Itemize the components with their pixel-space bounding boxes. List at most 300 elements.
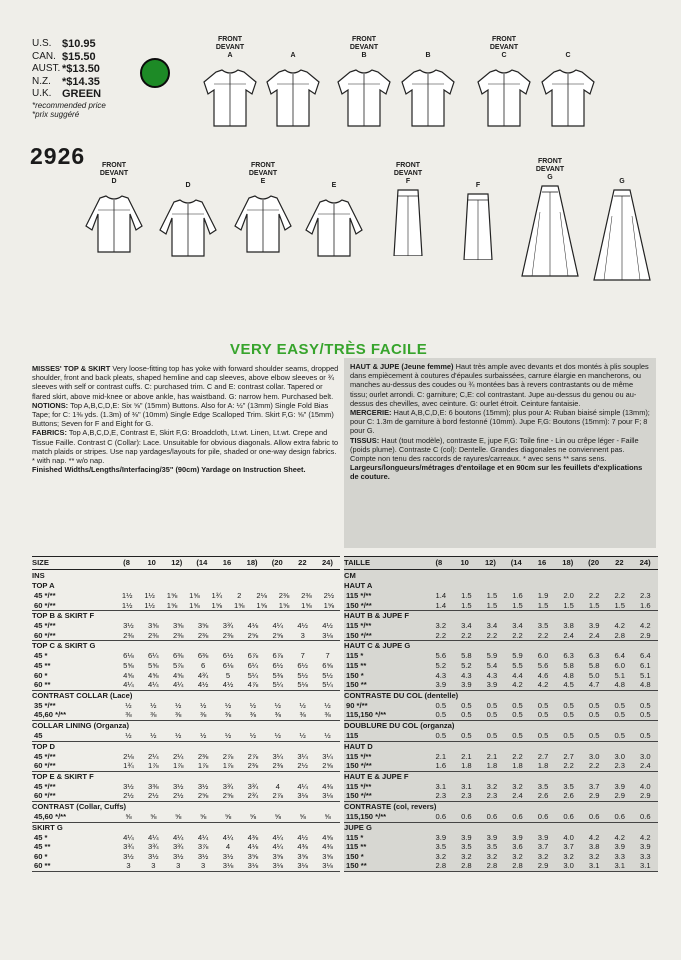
row-value: 0.5	[614, 730, 625, 740]
table-row	[32, 861, 340, 871]
row-value: 1.5	[588, 600, 600, 610]
table-row	[32, 842, 340, 852]
row-value: ½	[175, 730, 182, 740]
row-value: 4¼	[172, 832, 184, 842]
table-row	[344, 852, 658, 862]
table-section	[32, 641, 340, 690]
row-value: 3⅝	[197, 621, 209, 631]
row-value: 6½	[222, 651, 234, 661]
price-country: N.Z.	[32, 75, 51, 87]
row-value: 6.4	[640, 651, 651, 661]
row-value: 3.2	[435, 851, 447, 861]
table-row	[344, 731, 658, 741]
table-row	[32, 782, 340, 792]
row-value: 4.8	[563, 670, 574, 680]
row-value: 3¾	[247, 781, 259, 791]
finished-text-fr: Largeurs/longueurs/métrages d'entoilage et en 90cm sur les feuillets d'explications de couture.	[350, 463, 643, 482]
row-value: 0.5	[512, 710, 523, 720]
french-description	[344, 358, 656, 548]
row-value: 2.2	[435, 630, 447, 640]
section-title: TOP E & SKIRT F	[32, 771, 94, 781]
size-col: 10	[147, 558, 156, 567]
row-value: 3.9	[435, 680, 447, 690]
row-value: 3¾	[172, 842, 184, 852]
row-label: 115,150 */**	[346, 811, 387, 821]
section-title: TOP C & SKIRT G	[32, 641, 96, 651]
row-value: 3⅜	[148, 781, 159, 791]
row-value: 5.9	[486, 651, 498, 661]
row-value: 4.5	[563, 680, 574, 690]
row-value: 1.5	[486, 600, 498, 610]
row-value: ⅝	[150, 811, 157, 821]
table-row	[344, 591, 658, 601]
row-value: 0.5	[512, 700, 523, 710]
size-col: 16	[222, 558, 232, 567]
row-label: 45,60 */**	[34, 811, 67, 821]
row-value: 3½	[172, 851, 184, 861]
table-row	[32, 671, 340, 681]
row-value: 1.5	[563, 600, 574, 610]
row-value: 1⅝	[189, 591, 200, 600]
row-value: 2.2	[512, 751, 523, 761]
table-row	[344, 833, 658, 843]
price-row	[32, 51, 106, 64]
row-value: 6⅛	[123, 651, 134, 661]
row-value: 3.0	[640, 751, 651, 761]
row-value: 3.9	[640, 842, 651, 852]
row-value: 0.5	[588, 700, 600, 710]
row-value: 1½	[144, 591, 155, 600]
row-value: 6⅞	[247, 651, 259, 661]
row-value: 5⅞	[172, 660, 184, 670]
notions-text-fr: Haut A,B,C,D,E: 6 boutons (15mm); plus pour A: Ruban biaisé simple (13mm); pour C: 1.3m de garniture à bord festonné (10mm). Jupe F,G: Boutons (15mm): 7 pour F; 8 pour G.	[350, 408, 650, 436]
row-value: 3.2	[512, 781, 523, 791]
row-value: 1.9	[537, 591, 549, 600]
row-value: 2.8	[435, 861, 447, 871]
row-value: ⅝	[249, 811, 257, 821]
row-value: 1⅞	[197, 761, 209, 771]
figure-label: FRONT	[250, 162, 276, 169]
row-value: 2¼	[148, 751, 159, 761]
table-row	[344, 791, 658, 801]
row-value: 3½	[222, 851, 234, 861]
top-sketch-icon	[263, 60, 323, 130]
price-country: AUST.	[32, 63, 61, 74]
row-value: 3.3	[640, 851, 651, 861]
row-value: 2⅜	[278, 591, 290, 600]
row-value: 5.6	[537, 660, 549, 670]
row-value: 3⅝	[322, 851, 333, 861]
row-value: 2½	[123, 791, 134, 801]
table-section	[344, 772, 658, 802]
row-label: 45,60 */**	[34, 710, 67, 720]
row-value: 5.8	[563, 660, 574, 670]
row-label: 150 */**	[346, 600, 372, 610]
row-value: 4¼	[123, 680, 134, 690]
row-value: 6½	[272, 660, 284, 670]
row-value: 0.6	[614, 811, 625, 821]
top-sketch-icon	[398, 60, 458, 130]
section-title: TOP B & SKIRT F	[32, 611, 95, 621]
row-value: 4½	[297, 621, 308, 631]
row-label: 150 **	[346, 861, 367, 871]
row-value: 0.5	[588, 730, 600, 740]
row-value: 4¼	[272, 621, 284, 631]
table-row	[32, 661, 340, 671]
row-value: 0.5	[461, 710, 472, 720]
row-value: 2.6	[537, 791, 549, 801]
row-value: 2⅞	[272, 791, 284, 801]
row-value: ⅝	[274, 811, 281, 821]
row-value: 0.5	[537, 700, 549, 710]
row-value: ⅝	[199, 811, 207, 821]
row-value: 2⅛	[123, 751, 134, 761]
row-value: 4⅝	[322, 832, 333, 842]
table-row	[344, 782, 658, 792]
row-value: 0.6	[563, 811, 574, 821]
row-value: 3½	[123, 621, 134, 631]
top-sketch-icon	[200, 60, 260, 130]
row-label: 60 *	[34, 670, 48, 680]
row-value: 2.9	[614, 791, 625, 801]
row-value: 0.5	[537, 730, 549, 740]
row-value: 5.6	[435, 651, 447, 661]
row-value: 3.9	[486, 680, 498, 690]
row-value: 5⅜	[272, 670, 284, 680]
row-value: 3⅞	[197, 842, 209, 852]
row-value: 3.1	[588, 861, 600, 871]
figure-label: D	[111, 178, 117, 185]
row-value: 3⅝	[148, 621, 159, 631]
row-value: 3.5	[461, 842, 472, 852]
notions-text: Top A,B,C,D,E: Six ⅝" (15mm) Buttons. Also for A: ½" (13mm) Single Fold Bias Tape; for C: 1⅜ yds. (1.3m) of ⅜" (10mm) Single Edge Scalloped Trim. Skirt F,G: ⅝" (15mm) Buttons; Seven for F and Eight for G.	[32, 400, 334, 429]
row-value: 4.2	[614, 832, 625, 842]
section-title: HAUT C & JUPE G	[344, 641, 411, 651]
row-value: 3⅝	[297, 851, 308, 861]
row-label: 45 *	[34, 651, 48, 661]
row-value: 4⅜	[322, 842, 333, 852]
row-value: ⅜	[125, 710, 132, 720]
price-row	[32, 76, 106, 89]
row-value: 2.9	[588, 791, 600, 801]
figure-2	[334, 36, 394, 130]
row-label: 60 */**	[34, 600, 56, 610]
row-label: 115	[346, 730, 359, 740]
table-row	[32, 680, 340, 690]
figure-label: F	[475, 182, 481, 189]
row-value: 3.2	[512, 851, 523, 861]
row-value: 2.2	[563, 761, 574, 771]
row-label: 150 */**	[346, 791, 372, 801]
row-value: 4¼	[272, 842, 284, 852]
table-row	[344, 812, 658, 822]
row-value: 0.5	[614, 700, 625, 710]
row-value: 0.5	[435, 710, 447, 720]
table-section	[32, 721, 340, 742]
price-row	[32, 38, 106, 51]
figure-label: C	[501, 52, 507, 59]
row-value: ⅜	[274, 710, 281, 720]
row-value: 2⅝	[197, 791, 209, 801]
price-note: *prix suggéré	[32, 109, 80, 119]
row-value: 3⅛	[272, 861, 284, 871]
row-value: 2.2	[461, 630, 472, 640]
figure-label: FRONT	[491, 36, 517, 43]
row-value: 2	[237, 591, 242, 600]
row-value: 3.2	[435, 621, 447, 631]
row-label: 60 **	[34, 861, 51, 871]
table-row	[32, 791, 340, 801]
size-col: 18)	[246, 558, 258, 567]
row-value: 4¼	[297, 781, 308, 791]
figure-label: DEVANT	[349, 44, 379, 51]
row-value: 4.2	[537, 680, 549, 690]
row-value: 4	[225, 842, 231, 852]
notions-lead-fr: MERCERIE:	[350, 408, 392, 418]
row-value: ⅜	[150, 710, 157, 720]
row-value: ⅝	[224, 811, 232, 821]
row-value: 4.0	[640, 781, 651, 791]
figure-10	[378, 162, 438, 256]
table-section	[32, 742, 340, 772]
row-value: 3⅛	[247, 861, 259, 871]
row-value: ½	[199, 700, 207, 710]
row-value: 4.3	[486, 670, 498, 680]
row-value: 2⅝	[322, 761, 333, 771]
figure-8	[233, 162, 293, 256]
row-label: 150 */**	[346, 630, 372, 640]
figure-label: G	[547, 174, 553, 181]
row-value: 1⅝	[211, 600, 223, 610]
row-value: 3⅝	[172, 621, 184, 631]
row-value: 3⅛	[297, 791, 308, 801]
table-section	[32, 772, 340, 802]
row-value: 4.6	[537, 670, 549, 680]
row-value: 2.9	[640, 791, 651, 801]
row-value: 0.6	[588, 811, 600, 821]
row-value: 5¼	[247, 670, 259, 680]
row-value: 6⅝	[322, 660, 333, 670]
size-label: SIZE	[32, 558, 49, 567]
row-value: ½	[274, 730, 281, 740]
row-value: 2.8	[614, 630, 625, 640]
row-value: 4⅝	[148, 670, 159, 680]
table-row	[32, 852, 340, 862]
row-value: 3.0	[588, 751, 600, 761]
section-title: HAUT B & JUPE F	[344, 611, 409, 621]
row-value: ½	[224, 700, 232, 710]
row-value: ⅜	[299, 710, 306, 720]
row-value: 5.5	[512, 660, 523, 670]
row-value: 3.0	[614, 751, 625, 761]
figure-label: DEVANT	[535, 166, 565, 173]
section-title: COLLAR LINING (Organza)	[32, 720, 130, 730]
size-col: 24)	[639, 558, 651, 567]
table-row	[32, 601, 340, 611]
top-sketch-icon	[334, 60, 394, 130]
row-value: 3.1	[614, 861, 625, 871]
row-value: 0.5	[640, 730, 651, 740]
row-value: 4⅜	[297, 842, 308, 852]
yardage-table-english	[32, 556, 340, 872]
row-value: 3.8	[563, 621, 574, 631]
row-value: ½	[299, 730, 306, 740]
table-row	[32, 812, 340, 822]
row-value: 5⅝	[148, 660, 159, 670]
row-value: 2.2	[512, 630, 523, 640]
row-value: 1½	[121, 600, 133, 610]
section-title: CONTRAST (Collar, Cuffs)	[32, 801, 127, 811]
row-value: 2⅜	[197, 751, 209, 761]
row-label: 45	[34, 730, 43, 740]
figure-label: C	[565, 52, 571, 59]
row-value: 0.5	[640, 710, 651, 720]
row-value: 0.5	[486, 710, 498, 720]
row-value: 0.5	[461, 700, 472, 710]
row-value: 6.3	[588, 651, 600, 661]
top-sketch-icon	[233, 186, 293, 256]
row-value: 3¼	[297, 751, 308, 761]
yardage-table-french	[344, 556, 658, 872]
row-value: 1⅝	[301, 600, 312, 610]
row-value: 1½	[144, 600, 155, 610]
table-section	[32, 802, 340, 823]
row-value: 3.2	[588, 851, 600, 861]
row-value: 1.8	[512, 761, 523, 771]
row-value: ½	[175, 700, 182, 710]
row-label: 60 **	[34, 680, 51, 690]
row-value: 2⅜	[148, 630, 159, 640]
row-value: ⅜	[249, 710, 257, 720]
row-label: 150 **	[346, 680, 367, 690]
price-note: *recommended price	[32, 100, 106, 110]
section-title: DOUBLURE DU COL (organza)	[344, 720, 455, 730]
row-value: 1.8	[486, 761, 498, 771]
table-section	[32, 823, 340, 872]
row-value: 3.5	[537, 621, 549, 631]
row-label: 60 */**	[34, 791, 56, 801]
row-value: ½	[249, 700, 257, 710]
row-value: 2.1	[435, 751, 447, 761]
row-value: 2⅜	[123, 630, 134, 640]
row-value: 1¾	[211, 591, 223, 600]
row-value: 3.7	[588, 781, 600, 791]
row-value: 2.9	[640, 630, 651, 640]
row-value: ½	[125, 700, 132, 710]
figure-6	[84, 162, 144, 256]
row-value: 4	[275, 781, 280, 791]
section-title: HAUT E & JUPE F	[344, 771, 409, 781]
unit-label: INS	[32, 571, 45, 580]
table-section	[32, 581, 340, 611]
row-value: 3	[201, 861, 206, 871]
row-value: 4½	[222, 680, 234, 690]
row-value: 3.7	[537, 842, 549, 852]
row-value: 1⅞	[148, 761, 159, 771]
table-row	[344, 601, 658, 611]
row-value: 0.6	[435, 811, 447, 821]
size-col: 12)	[484, 558, 496, 567]
figure-label: A	[290, 52, 296, 59]
row-value: 1⅞	[172, 761, 184, 771]
figure-label: B	[425, 52, 431, 59]
row-value: 2.8	[461, 861, 472, 871]
size-col: 22	[298, 558, 307, 567]
table-section	[344, 611, 658, 641]
table-row	[344, 701, 658, 711]
row-value: 4.3	[461, 670, 472, 680]
row-value: 0.5	[486, 730, 498, 740]
row-value: 7	[300, 651, 305, 661]
row-value: 3.0	[563, 861, 574, 871]
row-value: 4¼	[197, 832, 209, 842]
size-col: 22	[615, 558, 624, 567]
price-row	[32, 63, 106, 76]
row-value: 4¼	[172, 680, 184, 690]
row-label: 45 */**	[34, 621, 56, 631]
row-value: 3¾	[123, 842, 134, 852]
row-value: 1.5	[461, 600, 472, 610]
row-label: 45 **	[34, 660, 51, 670]
size-col: (8	[123, 558, 130, 567]
table-row	[344, 842, 658, 852]
row-value: 1.5	[461, 591, 472, 600]
figure-label: DEVANT	[215, 44, 245, 51]
row-value: 1.5	[537, 600, 549, 610]
row-label: 45 */**	[34, 751, 56, 761]
row-value: 2.8	[512, 861, 523, 871]
row-value: 2.0	[563, 591, 574, 600]
row-label: 45 */**	[34, 591, 56, 600]
row-value: 0.5	[512, 730, 523, 740]
table-section	[344, 581, 658, 611]
size-col: 12)	[171, 558, 183, 567]
row-value: 2⅜	[247, 761, 259, 771]
table-row	[344, 671, 658, 681]
row-value: 2.3	[614, 761, 625, 771]
row-value: 5.1	[640, 670, 651, 680]
row-value: 1⅝	[278, 600, 290, 610]
row-value: 3⅛	[322, 630, 333, 640]
row-value: 3.2	[486, 851, 498, 861]
figure-3	[398, 52, 458, 130]
row-value: 2⅜	[301, 591, 312, 600]
row-value: 3.9	[461, 832, 472, 842]
pattern-number: 2926	[30, 143, 86, 169]
row-value: 3.9	[614, 781, 625, 791]
english-description	[32, 364, 340, 474]
row-value: 5¼	[322, 680, 333, 690]
row-value: 4⅛	[247, 621, 259, 631]
row-value: 2⅝	[247, 630, 259, 640]
row-value: ½	[249, 730, 257, 740]
price-country: U.K.	[32, 88, 52, 99]
row-value: 3.4	[461, 621, 472, 631]
figure-label: DEVANT	[393, 170, 423, 177]
row-value: 1.5	[486, 591, 498, 600]
skirt-sketch-icon	[378, 186, 438, 256]
row-value: 2¼	[172, 751, 184, 761]
row-value: 4⅞	[247, 680, 259, 690]
row-label: 45 *	[34, 832, 48, 842]
row-value: 5.4	[486, 660, 498, 670]
size-col: (20	[271, 558, 283, 567]
row-value: 4¼	[272, 832, 284, 842]
row-value: 1.6	[512, 591, 523, 600]
row-value: 0.6	[640, 811, 651, 821]
row-value: 3⅛	[222, 861, 234, 871]
row-label: 115 **	[346, 842, 367, 852]
